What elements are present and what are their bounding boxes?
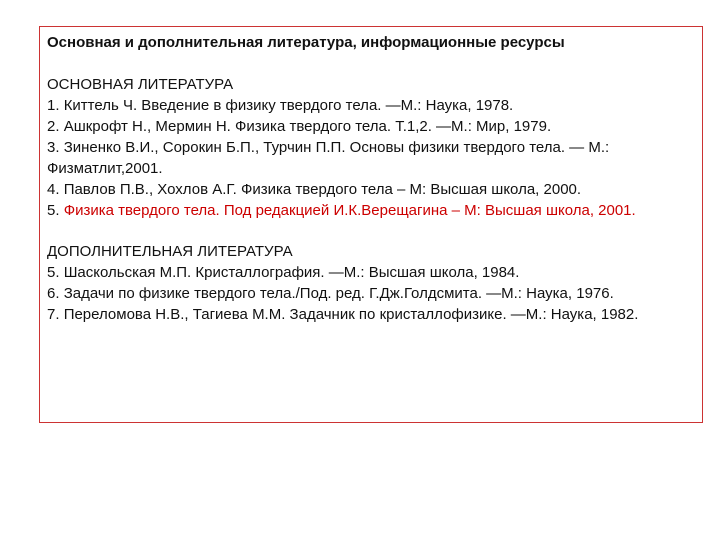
item-text: Ашкрофт Н., Мермин Н. Физика твердого тела. Т.1,2. —М.: Мир, 1979. [63,118,552,135]
additional-literature-title: ДОПОЛНИТЕЛЬНАЯ ЛИТЕРАТУРА [47,243,293,260]
list-item [47,283,697,304]
page-title: Основная и дополнительная литература, информационные ресурсы [47,34,565,51]
item-text: Физика твердого тела. Под редакцией И.К.Верещагина – М: Высшая школа, 2001. [63,202,636,219]
item-text: Переломова Н.В., Тагиева М.М. Задачник по кристаллофизике. —М.: Наука, 1982. [63,306,639,323]
item-text: Павлов П.В., Хохлов А.Г. Физика твердого тела – М: Высшая школа, 2000. [63,181,582,198]
literature-content [47,33,697,325]
item-number: 1. [47,97,60,114]
item-number: 2. [47,118,60,135]
item-number: 5. [47,264,60,281]
list-item [47,179,697,200]
main-literature-title: ОСНОВНАЯ ЛИТЕРАТУРА [47,76,234,93]
item-number: 7. [47,306,60,323]
item-number: 6. [47,285,60,302]
list-item [47,137,697,179]
item-number: 4. [47,181,60,198]
item-text: Шаскольская М.П. Кристаллография. —М.: Высшая школа, 1984. [63,264,520,281]
list-item-highlighted [47,200,697,221]
list-item [47,116,697,137]
list-item [47,95,697,116]
item-number: 5. [47,202,60,219]
item-number: 3. [47,139,60,156]
additional-literature-section [47,241,697,325]
main-literature-section [47,74,697,221]
list-item [47,304,697,325]
item-text: Киттель Ч. Введение в физику твердого тела. —М.: Наука, 1978. [63,97,514,114]
item-text: Зиненко В.И., Сорокин Б.П., Турчин П.П. Основы физики твердого тела. — М.: Физматлит,2001. [47,139,610,177]
list-item [47,262,697,283]
item-text: Задачи по физике твердого тела./Под. ред. Г.Дж.Голдсмита. —М.: Наука, 1976. [63,285,614,302]
